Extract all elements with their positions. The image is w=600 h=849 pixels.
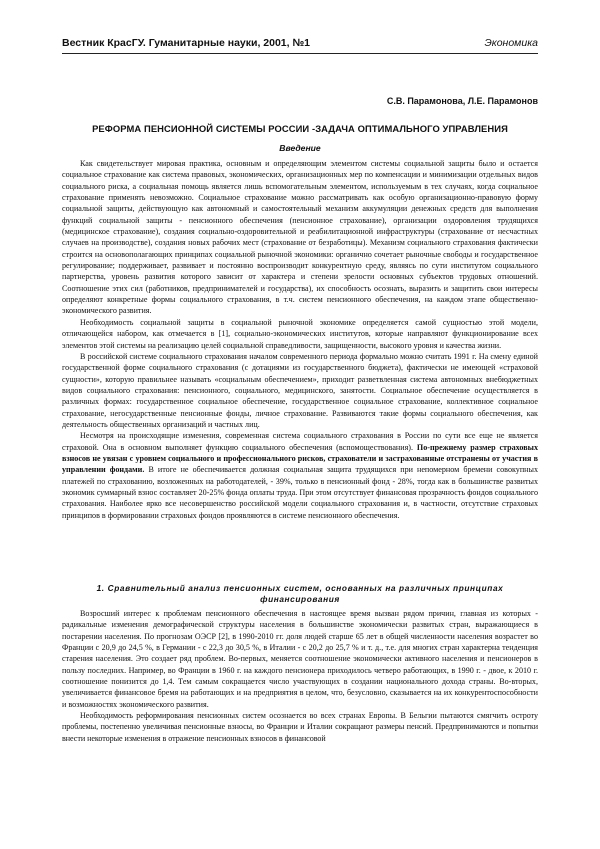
paragraph: Необходимость реформирования пенсионных систем осознается во всех странах Европы. В Бельгии пытаются смягчить остроту проблемы, постепенно увеличивая пенсионные взносы, во Франции и Италии сокращают размеры пенсий. Предпринимаются и попытки внести некоторые изменения в отражение пенсионных взносов в финансовой bbox=[62, 711, 538, 743]
section-1-heading: 1. Сравнительный анализ пенсионных систем, основанных на различных принципах финансирования bbox=[96, 583, 504, 604]
journal-name: Вестник КрасГУ. Гуманитарные науки, 2001, №1 bbox=[62, 37, 311, 49]
paragraph-text: Несмотря на происходящие изменения, современная система социального страхования в России по сути все еще не является страховой. Она в основном выполняет функцию социального обеспечения (вспомоществования). bbox=[62, 431, 538, 452]
header-rule bbox=[62, 53, 538, 54]
paragraph-text: В итоге не обеспечивается должная социальная защита трудящихся при непомерном бремени совокупных платежей по страхованию, возложенных на работодателей, - 39%, только в пенсионный фонд - 28%, тогда как в большинстве развитых экономик суммарный взнос составляет 20-25% фонда оплаты труда. При этом отсутствует финансовая прозрачность фондов социального страхования. Наиболее ярко все несовершенство российской модели социального страхования и, в частности, отсутствие страховых принципов в формировании страховых фондов проявляются в системе пенсионного обеспечения. bbox=[62, 465, 539, 520]
intro-heading: Введение bbox=[279, 143, 321, 153]
paragraph: В российской системе социального страхования началом современного периода формально можно считать 1991 г. На смену единой государственной форме социального страхования (с дотациями из государственного бюджета), фактически не имеющей «страховой сущности», которую правильнее называть «социальным обеспечением», приходит разветвленная система автономных внебюджетных видов социального страхования: пенсионного, социального, медицинского, занятости. Социальное обеспечение осуществляется в различных формах: государственное социальное обеспечение, государственное социальное страхование, коллективное социальное страхование, негосударственные пенсионные фонды, личное страхование. Развиваются такие формы социального обеспечения, как деятельность общественных организаций и частных лиц. bbox=[62, 351, 538, 429]
paragraph bbox=[62, 430, 538, 521]
paragraph: Возросший интерес к проблемам пенсионного обеспечения в настоящее время вызван рядом причин, главная из которых - радикальные изменения демографической структуры населения в большинстве экономически развитых стран, выражающиеся в постарении населения. По прогнозам ОЭСР [2], в 1990-2010 гг. доля людей старше 65 лет в общей численности населения возрастет во Франции с 20,9 до 24,5 %, в Германии - с 22,3 до 30,5 %, в Италии - с 20,2 до 25,7 % и т. д., т.е. для многих стран характерна тенденция старения населения. Это создает ряд проблем. Во-первых, меняется соотношение экономически активного населения и пенсионеров в пользу последних. Например, во Франции в 1960 г. на каждого пенсионера приходилось четверо работающих, в 1990 г. - двое, к 2010 г. соотношение понизится до 1,4. Тем самым сокращается число участвующих в создании национального дохода страны. Во-вторых, увеличивается финансовое бремя на работающих и на предприятия в целом, что, безусловно, сказывается на их конкурентоспособности и возможностях экономического развития. bbox=[62, 609, 538, 709]
section-1-body bbox=[62, 608, 538, 744]
emphasis-text: По-прежнему размер страховых взносов не увязан с уровнем социального и профессионального рисков, страхователи и застрахованные отстранены от участия в управлении фондами. bbox=[62, 442, 538, 475]
authors: С.В. Парамонова, Л.Е. Парамонов bbox=[386, 96, 538, 106]
intro-body bbox=[62, 158, 538, 521]
article-title: РЕФОРМА ПЕНСИОННОЙ СИСТЕМЫ РОССИИ -ЗАДАЧА ОПТИМАЛЬНОГО УПРАВЛЕНИЯ bbox=[92, 123, 508, 134]
section-name: Экономика bbox=[484, 37, 538, 49]
running-head bbox=[62, 37, 538, 53]
paragraph: Необходимость социальной защиты в социальной рыночной экономике определяется самой сущностью этой модели, отличающейся набором, как отмечается в [1], социально-экономических институтов, которые направляют функционирование всех элементов этой системы на реализацию целей социальной справедливости, защищенности, высокого уровня и качества жизни. bbox=[62, 317, 538, 350]
paragraph: Как свидетельствует мировая практика, основным и определяющим элементом системы социальной защиты было и остается социальное страхование как система правовых, экономических, организационных мер по компенсации и минимизации отдельных видов социального риска, а социальная помощь является лишь вспомогательным элементом, используемым в тех случаях, когда социальное страхование применять невозможно. Социальное страхование можно рассматривать как особую организационно-правовую форму социальной защиты, действующую как автономный и самостоятельный механизм аккумуляции денежных средств для выполнения функций социальной защиты - пенсионного обеспечения (пенсионное страхование), организации оздоровления трудящихся (медицинское страхование), создания социально-оздоровительной и реабилитационной инфраструктуры (страхование от несчастных случаев на производстве), создания новых рабочих мест (страхование от безработицы). Механизм социального страхования фактически строится на основополагающих принципах социальной рыночной экономики: органично сочетает рыночные свободы и государственное регулирование; поддерживает, развивает и постоянно воспроизводит конкурентную среду, являясь по сути институтом социального партнерства, уровень развития которого зависит от характера и степени зрелости основных субъектов трудовых отношений. Соотношение этих сил (работников, предпринимателей и государства), их способность осознать, выразить и защитить свои интересы определяют конкретные формы социального страхования, в т.ч. систем пенсионного обеспечения, на каждом этапе общественно-экономического развития. bbox=[62, 159, 538, 316]
